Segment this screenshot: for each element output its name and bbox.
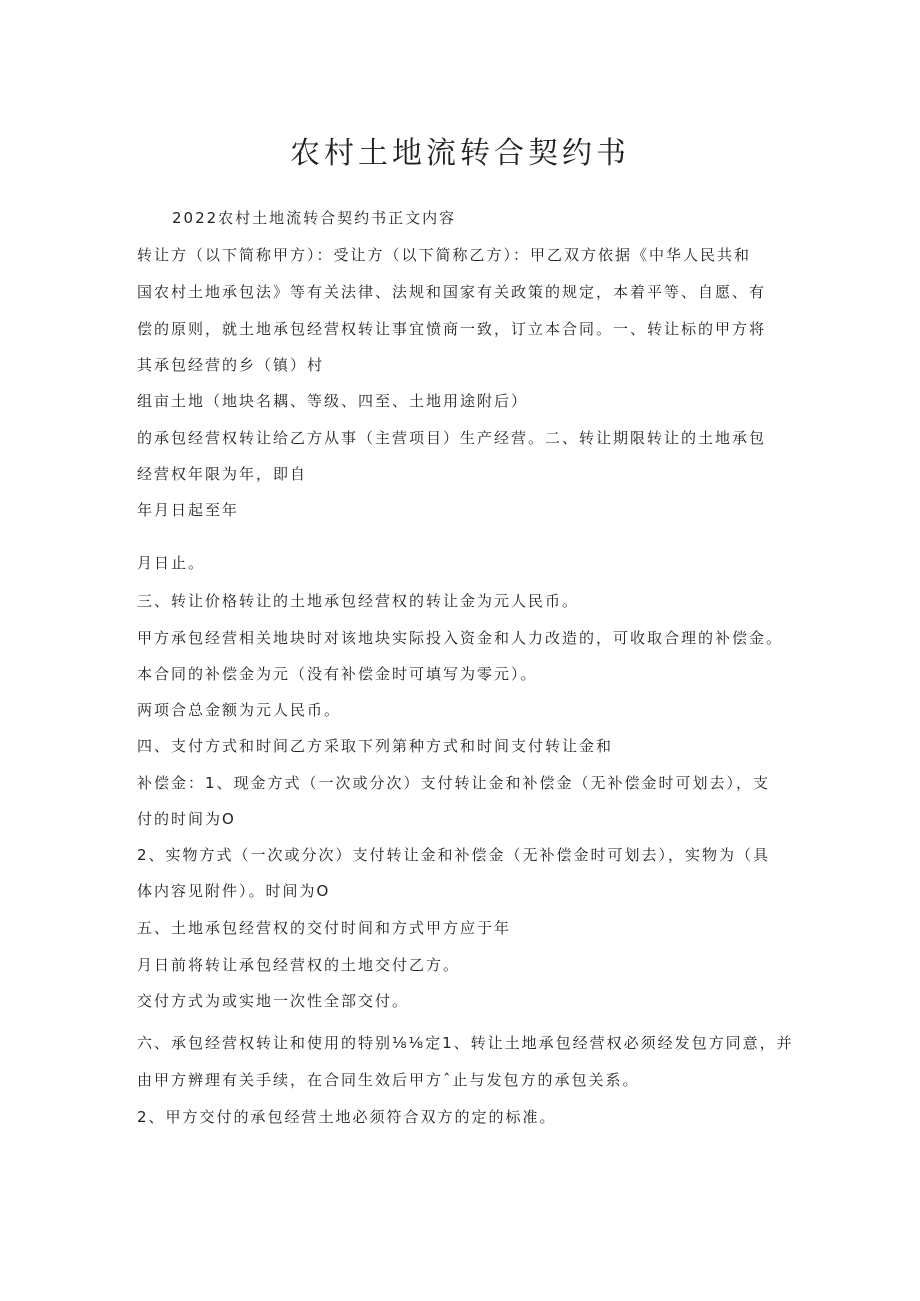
paragraph-line: 六、承包经营权转让和使用的特别⅛⅛定1、转让土地承包经营权必须经发包方同意，并 <box>137 1034 794 1052</box>
paragraph-line: 补偿金：1、现金方式（一次或分次）支付转让金和补偿金（无补偿金时可划去），支 <box>137 774 771 792</box>
paragraph-line: 四、支付方式和时间乙方采取下列第种方式和时间支付转让金和 <box>137 737 614 755</box>
paragraph-line: 月日前将转让承包经营权的土地交付乙方。 <box>137 956 461 974</box>
paragraph-line: 偿的原则，就土地承包经营权转让事宜愤商一致，订立本合同。一、转让标的甲方将 <box>137 320 767 338</box>
paragraph-line: 交付方式为或实地一次性全部交付。 <box>137 992 410 1010</box>
paragraph-line: 体内容见附件）。时间为O <box>137 882 331 900</box>
document-title: 农村土地流转合契约书 <box>290 136 630 171</box>
paragraph-line: 其承包经营的乡（镇）村 <box>137 356 325 374</box>
paragraph-line: 两项合总金额为元人民币。 <box>137 701 342 719</box>
paragraph-line: 组亩土地（地块名耦、等级、四至、土地用途附后） <box>137 392 529 410</box>
paragraph-line: 三、转让价格转让的土地承包经营权的转让金为元人民币。 <box>137 592 580 610</box>
paragraph-line: 月日止。 <box>137 554 206 572</box>
paragraph-line: 年月日起至年 <box>137 501 240 519</box>
paragraph-line: 由甲方辨理有关手续，在合同生效后甲方ˆ止与发包方的承包关系。 <box>137 1071 640 1089</box>
paragraph-line: 国农村土地承包法》等有关法律、法规和国家有关政策的规定，本着平等、自愿、有 <box>137 283 767 301</box>
document-subtitle: 2022农村土地流转合契约书正文内容 <box>172 209 457 227</box>
paragraph-line: 付的时间为O <box>137 810 236 828</box>
paragraph-line: 本合同的补偿金为元（没有补偿金时可填写为零元）。 <box>137 665 538 683</box>
paragraph-line: 2、甲方交付的承包经营土地必须符合双方的定的标准。 <box>137 1108 557 1126</box>
paragraph-line: 经营权年限为年，即自 <box>137 465 308 483</box>
paragraph-line: 2、实物方式（一次或分次）支付转让金和补偿金（无补偿金时可划去），实物为（具 <box>137 846 771 864</box>
paragraph-line: 转让方（以下简称甲方）：受让方（以下简称乙方）：甲乙双方依据《中华人民共和 <box>137 246 752 264</box>
paragraph-line: 的承包经营权转让给乙方从事（主营项目）生产经营。二、转让期限转让的土地承包 <box>137 429 767 447</box>
paragraph-line: 甲方承包经营相关地块时对该地块实际投入资金和人力改造的，可收取合理的补偿金。 <box>137 629 784 647</box>
paragraph-line: 五、土地承包经营权的交付时间和方式甲方应于年 <box>137 919 512 937</box>
